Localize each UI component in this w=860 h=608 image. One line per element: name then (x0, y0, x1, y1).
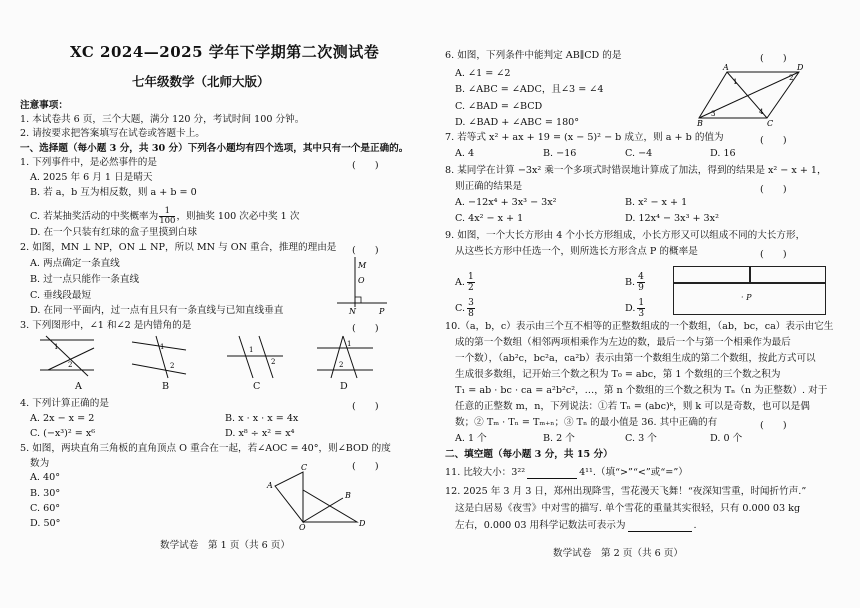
q12-line-3 (455, 520, 697, 532)
q1-option-a: A. 2025 年 6 月 1 日是晴天 (30, 172, 153, 183)
q8-stem-2: 则正确的结果是 (455, 181, 523, 192)
q1-option-c (30, 207, 299, 226)
q3-label-b: B (162, 381, 170, 392)
q10-line-4: 生成很多数组，记开始三个数之积为 T₀ = abc，第 1 个数组的三个数之积为 (455, 369, 781, 380)
q2-option-a: A. 两点确定一条直线 (30, 258, 120, 269)
notes-heading: 注意事项： (20, 100, 68, 111)
exam-subtitle: 七年级数学（北师大版） (132, 74, 270, 89)
q4-option-b: B. x · x · x = 4x (225, 413, 299, 424)
q7-option-b: B. −16 (543, 148, 577, 159)
q9-c-num: 3 (468, 298, 474, 308)
q11-text-post: 4¹¹.（填“>”“<”或“=”） (579, 467, 688, 478)
q10-line-3: 一个数），（ab²c，bc²a，ca²b）表示由第一个数组生成的第二个数组，按此方式可以 (455, 353, 816, 364)
q3-figure-a (38, 334, 98, 378)
q3-figure-d (315, 334, 377, 378)
q5-label-o: O (299, 523, 306, 532)
q3-figure-c (225, 334, 287, 378)
q3-label-c: C (253, 381, 261, 392)
q9-option-a-label: A. (455, 277, 465, 288)
q2-answer-paren: ( ) (352, 245, 379, 256)
q11-text-pre: 11. 比较大小：3²² (445, 467, 526, 478)
q9-answer-paren: ( ) (760, 249, 787, 260)
q1-option-c-text-2: ，则抽奖 100 次必中奖 1 次 (176, 211, 300, 222)
q10-option-b: B. 2 个 (543, 433, 575, 444)
q10-line-1: 10.（a，b，c）表示由三个互不相等的正整数组成的一个数组，（ab，bc，ca）表示由它生 (445, 321, 834, 332)
q5-label-b: B (345, 491, 351, 500)
section-2-heading: 二、填空题（每小题 3 分，共 15 分） (445, 449, 613, 460)
q6-figure (697, 63, 807, 128)
q3c-angle-1: 1 (249, 346, 254, 354)
q2-option-b: B. 过一点只能作一条直线 (30, 274, 140, 285)
q8-option-a: A. −12x⁴ + 3x³ − 3x² (455, 197, 557, 208)
q12-line-3-end: . (693, 520, 697, 531)
q10-line-7: 数；② Tₘ · Tₙ = Tₘ₊ₙ；③ Tₙ 的最小值是 36. 其中正确的有 (455, 417, 718, 428)
q9-point-p: · P (741, 293, 752, 302)
q1-fraction (159, 207, 175, 226)
q3d-angle-1: 1 (347, 340, 352, 348)
q8-answer-paren: ( ) (760, 184, 787, 195)
q3-answer-paren: ( ) (352, 323, 379, 334)
q3a-angle-2: 2 (68, 361, 73, 369)
page-2-footer: 数学试卷 第 2 页（共 6 页） (553, 548, 683, 559)
q9-fraction-d (637, 298, 645, 319)
q6-label-c: C (767, 119, 774, 128)
q12-line-1: 12. 2025 年 3 月 3 日，郑州出现降雪，雪花漫天飞舞！“夜深知雪重，时闻折竹声.” (445, 486, 807, 497)
q12-line-3-text: 左右，0.000 03 用科学记数法可表示为 (455, 520, 626, 531)
q5-option-d: D. 50° (30, 518, 61, 529)
q9-option-a (455, 272, 475, 293)
q1-option-b: B. 若 a，b 互为相反数，则 a + b = 0 (30, 187, 197, 198)
q11-blank[interactable] (527, 468, 577, 479)
q1-stem: 1. 下列事件中，是必然事件的是 (20, 157, 157, 168)
q9-b-den: 9 (638, 283, 644, 293)
section-1-heading: 一、选择题（每小题 3 分，共 30 分）下列各小题均有四个选项，其中只有一个是正确的。 (20, 143, 409, 154)
q6-option-c: C. ∠BAD = ∠BCD (455, 101, 543, 112)
q6-angle-2: 2 (789, 74, 794, 82)
q2-option-c: C. 垂线段最短 (30, 290, 92, 301)
q6-option-b: B. ∠ABC = ∠ADC，且∠3 = ∠4 (455, 84, 604, 95)
q4-stem: 4. 下列计算正确的是 (20, 398, 109, 409)
q1-option-c-text: C. 若某抽奖活动的中奖概率为 (30, 211, 159, 222)
q2-option-d: D. 在同一平面内，过一点有且只有一条直线与已知直线垂直 (30, 305, 284, 316)
note-2: 2. 请按要求把答案填写在试卷或答题卡上。 (20, 128, 205, 139)
q3d-angle-2: 2 (339, 361, 344, 369)
q4-option-a: A. 2x − x = 2 (30, 413, 95, 424)
q6-option-a: A. ∠1 = ∠2 (455, 68, 511, 79)
q9-b-num: 4 (638, 272, 644, 282)
q8-option-d: D. 12x⁴ − 3x³ + 3x² (625, 213, 719, 224)
q2-label-m: M (358, 261, 367, 270)
q4-option-c: C. (−x³)² = x⁶ (30, 428, 96, 439)
q10-option-d: D. 0 个 (710, 433, 743, 444)
q5-label-d: D (359, 519, 366, 528)
q12-line-2: 这是白居易《夜雪》中对雪的描写. 单个雪花的重量其实很轻，只有 0.000 03 kg (455, 503, 801, 514)
q9-d-num: 1 (638, 298, 645, 308)
q6-stem: 6. 如图，下列条件中能判定 AB∥CD 的是 (445, 50, 622, 61)
q5-stem-2: 数为 (30, 458, 50, 469)
q10-answer-paren: ( ) (760, 420, 787, 431)
q6-label-b: B (697, 119, 703, 128)
q7-stem: 7. 若等式 x² + ax + 19 = (x − 5)² − b 成立，则 a + b 的值为 (445, 132, 724, 143)
q10-option-c: C. 3 个 (625, 433, 657, 444)
q9-fraction-b (637, 272, 645, 293)
q3-figure-b (130, 334, 192, 378)
q9-option-d (625, 298, 645, 319)
q8-stem: 8. 某同学在计算 −3x² 乘一个多项式时错误地计算成了加法，得到的结果是 x² − x + 1， (445, 165, 827, 176)
note-1: 1. 本试卷共 6 页，三个大题，满分 120 分，考试时间 100 分钟。 (20, 114, 305, 125)
q1-frac-den: 100 (159, 216, 176, 226)
q9-stem: 9. 如图，一个大长方形由 4 个小长方形组成，小长方形又可以组成不同的大长方形， (445, 230, 806, 241)
q9-option-b (625, 272, 645, 293)
q3a-angle-1: 1 (54, 343, 59, 351)
q9-option-b-label: B. (625, 277, 636, 288)
q4-option-d: D. x⁸ ÷ x² = x⁴ (225, 428, 295, 439)
q6-option-d: D. ∠BAD + ∠ABC = 180° (455, 117, 580, 128)
q10-line-2: 成的第一个数组（相邻两项相乘作为左边的数，最后一个与第一个相乘作为最后 (455, 337, 791, 348)
q2-label-o: O (358, 276, 365, 285)
q10-option-a: A. 1 个 (455, 433, 487, 444)
q8-option-b: B. x² − x + 1 (625, 197, 688, 208)
q1-option-d: D. 在一个只装有红球的盒子里摸到白球 (30, 227, 197, 238)
q9-fraction-c (467, 298, 475, 319)
q1-answer-paren: ( ) (352, 160, 379, 171)
q9-stem-2: 从这些长方形中任选一个，则所选长方形含点 P 的概率是 (455, 246, 698, 257)
q6-answer-paren: ( ) (760, 53, 787, 64)
q5-option-c: C. 60° (30, 503, 61, 514)
q9-option-c (455, 298, 475, 319)
q3b-angle-1: 1 (160, 343, 165, 351)
q8-option-c: C. 4x² − x + 1 (455, 213, 524, 224)
q5-figure (265, 463, 366, 532)
q6-angle-4: 4 (759, 108, 764, 116)
q3c-angle-2: 2 (271, 358, 276, 366)
q10-line-6: 任意的正整数 m，n，下列说法：①若 Tₙ = (abc)ᵏ，则 k 可以是奇数，也可以是偶 (455, 401, 810, 412)
q9-d-den: 3 (638, 309, 645, 319)
q4-answer-paren: ( ) (352, 401, 379, 412)
q2-stem: 2. 如图，MN ⊥ NP，ON ⊥ NP，所以 MN 与 ON 重合，推理的理由是 (20, 242, 337, 253)
q12-blank[interactable] (628, 521, 692, 532)
q6-angle-1: 1 (733, 78, 738, 86)
q1-frac-num: 1 (159, 207, 175, 217)
q9-option-d-label: D. (625, 303, 636, 314)
q7-option-d: D. 16 (710, 148, 736, 159)
page-1-footer: 数学试卷 第 1 页（共 6 页） (160, 540, 290, 551)
q9-fraction-a (467, 272, 475, 293)
q2-label-n: N (349, 307, 356, 316)
q9-a-den: 2 (467, 283, 474, 293)
q7-answer-paren: ( ) (760, 135, 787, 146)
q7-option-c: C. −4 (625, 148, 653, 159)
q3b-angle-2: 2 (170, 362, 175, 370)
q6-label-a: A (723, 63, 729, 72)
q5-label-c: C (301, 463, 308, 472)
q9-a-num: 1 (467, 272, 474, 282)
q2-figure (335, 255, 395, 315)
q5-option-b: B. 30° (30, 488, 61, 499)
q5-stem: 5. 如图，两块直角三角板的直角顶点 O 重合在一起，若∠AOC = 40°，则∠BOD 的度 (20, 443, 391, 454)
q3-stem: 3. 下列图形中，∠1 和∠2 是内错角的是 (20, 320, 192, 331)
q3-label-d: D (340, 381, 348, 392)
q5-label-a: A (267, 481, 273, 490)
q2-label-p: P (379, 307, 385, 316)
q7-option-a: A. 4 (455, 148, 475, 159)
q9-option-c-label: C. (455, 303, 466, 314)
q9-c-den: 8 (468, 309, 474, 319)
q5-option-a: A. 40° (30, 472, 61, 483)
q9-rectangle-figure (673, 266, 825, 314)
exam-title: XC 2024—2025 学年下学期第二次测试卷 (70, 43, 380, 61)
q10-line-5: T₁ = ab · bc · ca = a²b²c²，…，第 n 个数组的三个数之积为 Tₙ（n 为正整数）. 对于 (455, 385, 828, 396)
q3-label-a: A (75, 381, 82, 392)
q6-label-d: D (797, 63, 804, 72)
q5-answer-paren: ( ) (352, 461, 379, 472)
q11-text (445, 467, 688, 479)
q6-angle-3: 3 (711, 110, 716, 118)
